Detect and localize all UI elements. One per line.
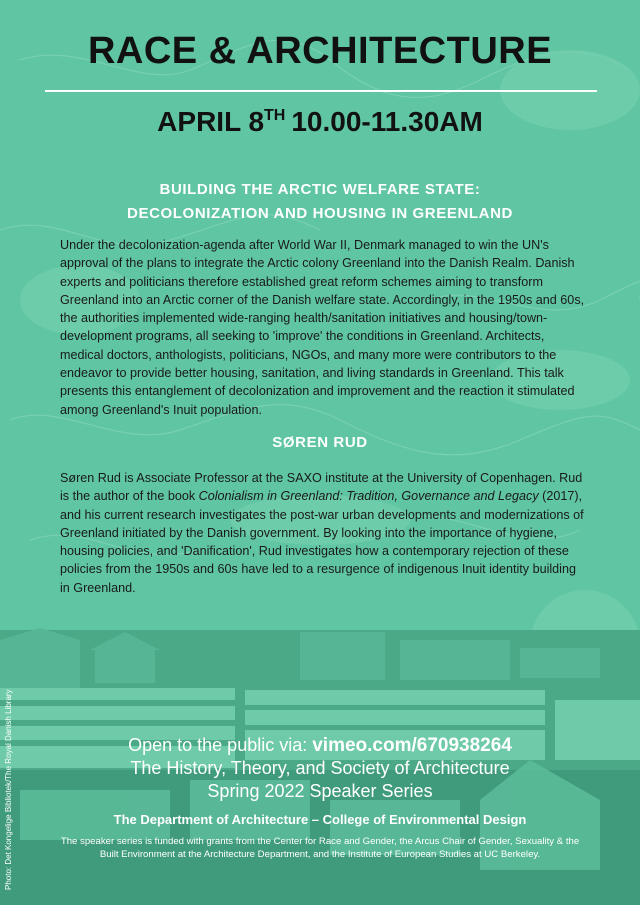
talk-title-line2: DECOLONIZATION AND HOUSING IN GREENLAND	[127, 205, 513, 222]
event-date: APRIL 8	[157, 106, 265, 137]
event-date-suffix: TH	[264, 107, 286, 124]
department-name: The Department of Architecture – College of Environmental Design	[113, 812, 527, 827]
book-title: Colonialism in Greenland: Tradition, Governance and Legacy	[198, 489, 539, 504]
speaker-name: SØREN RUD	[272, 434, 368, 451]
talk-title	[40, 178, 600, 226]
stream-prefix: Open to the public via:	[128, 735, 313, 755]
funding-note: The speaker series is funded with grants from the Center for Race and Gender, the Arcus Chair of Gender, Sexuality & the Built Environment at the Architecture Department, and the Institute of European Studies at UC Berkeley.	[60, 836, 580, 860]
title-divider	[45, 90, 597, 92]
event-date-time	[0, 106, 640, 138]
talk-abstract: Under the decolonization-agenda after World War II, Denmark managed to win the UN's approval of the plans to integrate the Arctic colony Greenland into the Danish Realm. Danish experts and politicians therefore established great reform schemes aiming to transform Greenland into an Arctic corner of the Danish welfare state. Accordingly, in the 1950s and 60s, the authorities implemented wide-ranging health/sanitation initiatives and housing/town-development programs, all seeking to 'improve' the conditions in Greenland. Architects, medical doctors, anthologists, politicians, NGOs, and many more were contributors to the endeavor to provide better housing, sanitation, and living standards in Greenland. This talk presents this entanglement of decolonization and improvement and the reaction it stimulated among Greenland's Inuit population.	[60, 238, 585, 417]
vimeo-link[interactable]: vimeo.com/670938264	[312, 735, 512, 756]
speaker-bio-part2: (2017), and his current research investigates the post-war urban developments and modernizations of Greenland initiated by the Danish government. By looking into the importance of hygiene, housing policies, and 'Danification', Rud investigates how a contemporary rejection of these policies from the 1950s and 60s have led to a resurgence of indigenous Inuit identity building in Greenland.	[60, 489, 584, 595]
poster-title: RACE & ARCHITECTURE	[87, 30, 553, 72]
series-term: Spring 2022 Speaker Series	[207, 781, 433, 801]
photo-credit: Photo: Det Kongelige Bibliotek/The Royal Danish Library	[4, 689, 13, 890]
talk-title-line1: BUILDING THE ARCTIC WELFARE STATE:	[159, 181, 481, 198]
series-name: The History, Theory, and Society of Architecture	[130, 758, 510, 778]
event-time: 10.00-11.30AM	[291, 106, 483, 137]
stream-info	[0, 733, 640, 758]
speaker-bio	[60, 469, 585, 597]
speaker-bio-part1: Søren Rud is Associate Professor at the SAXO institute at the University of Copenhagen. Rud is the author of the book	[60, 471, 583, 504]
